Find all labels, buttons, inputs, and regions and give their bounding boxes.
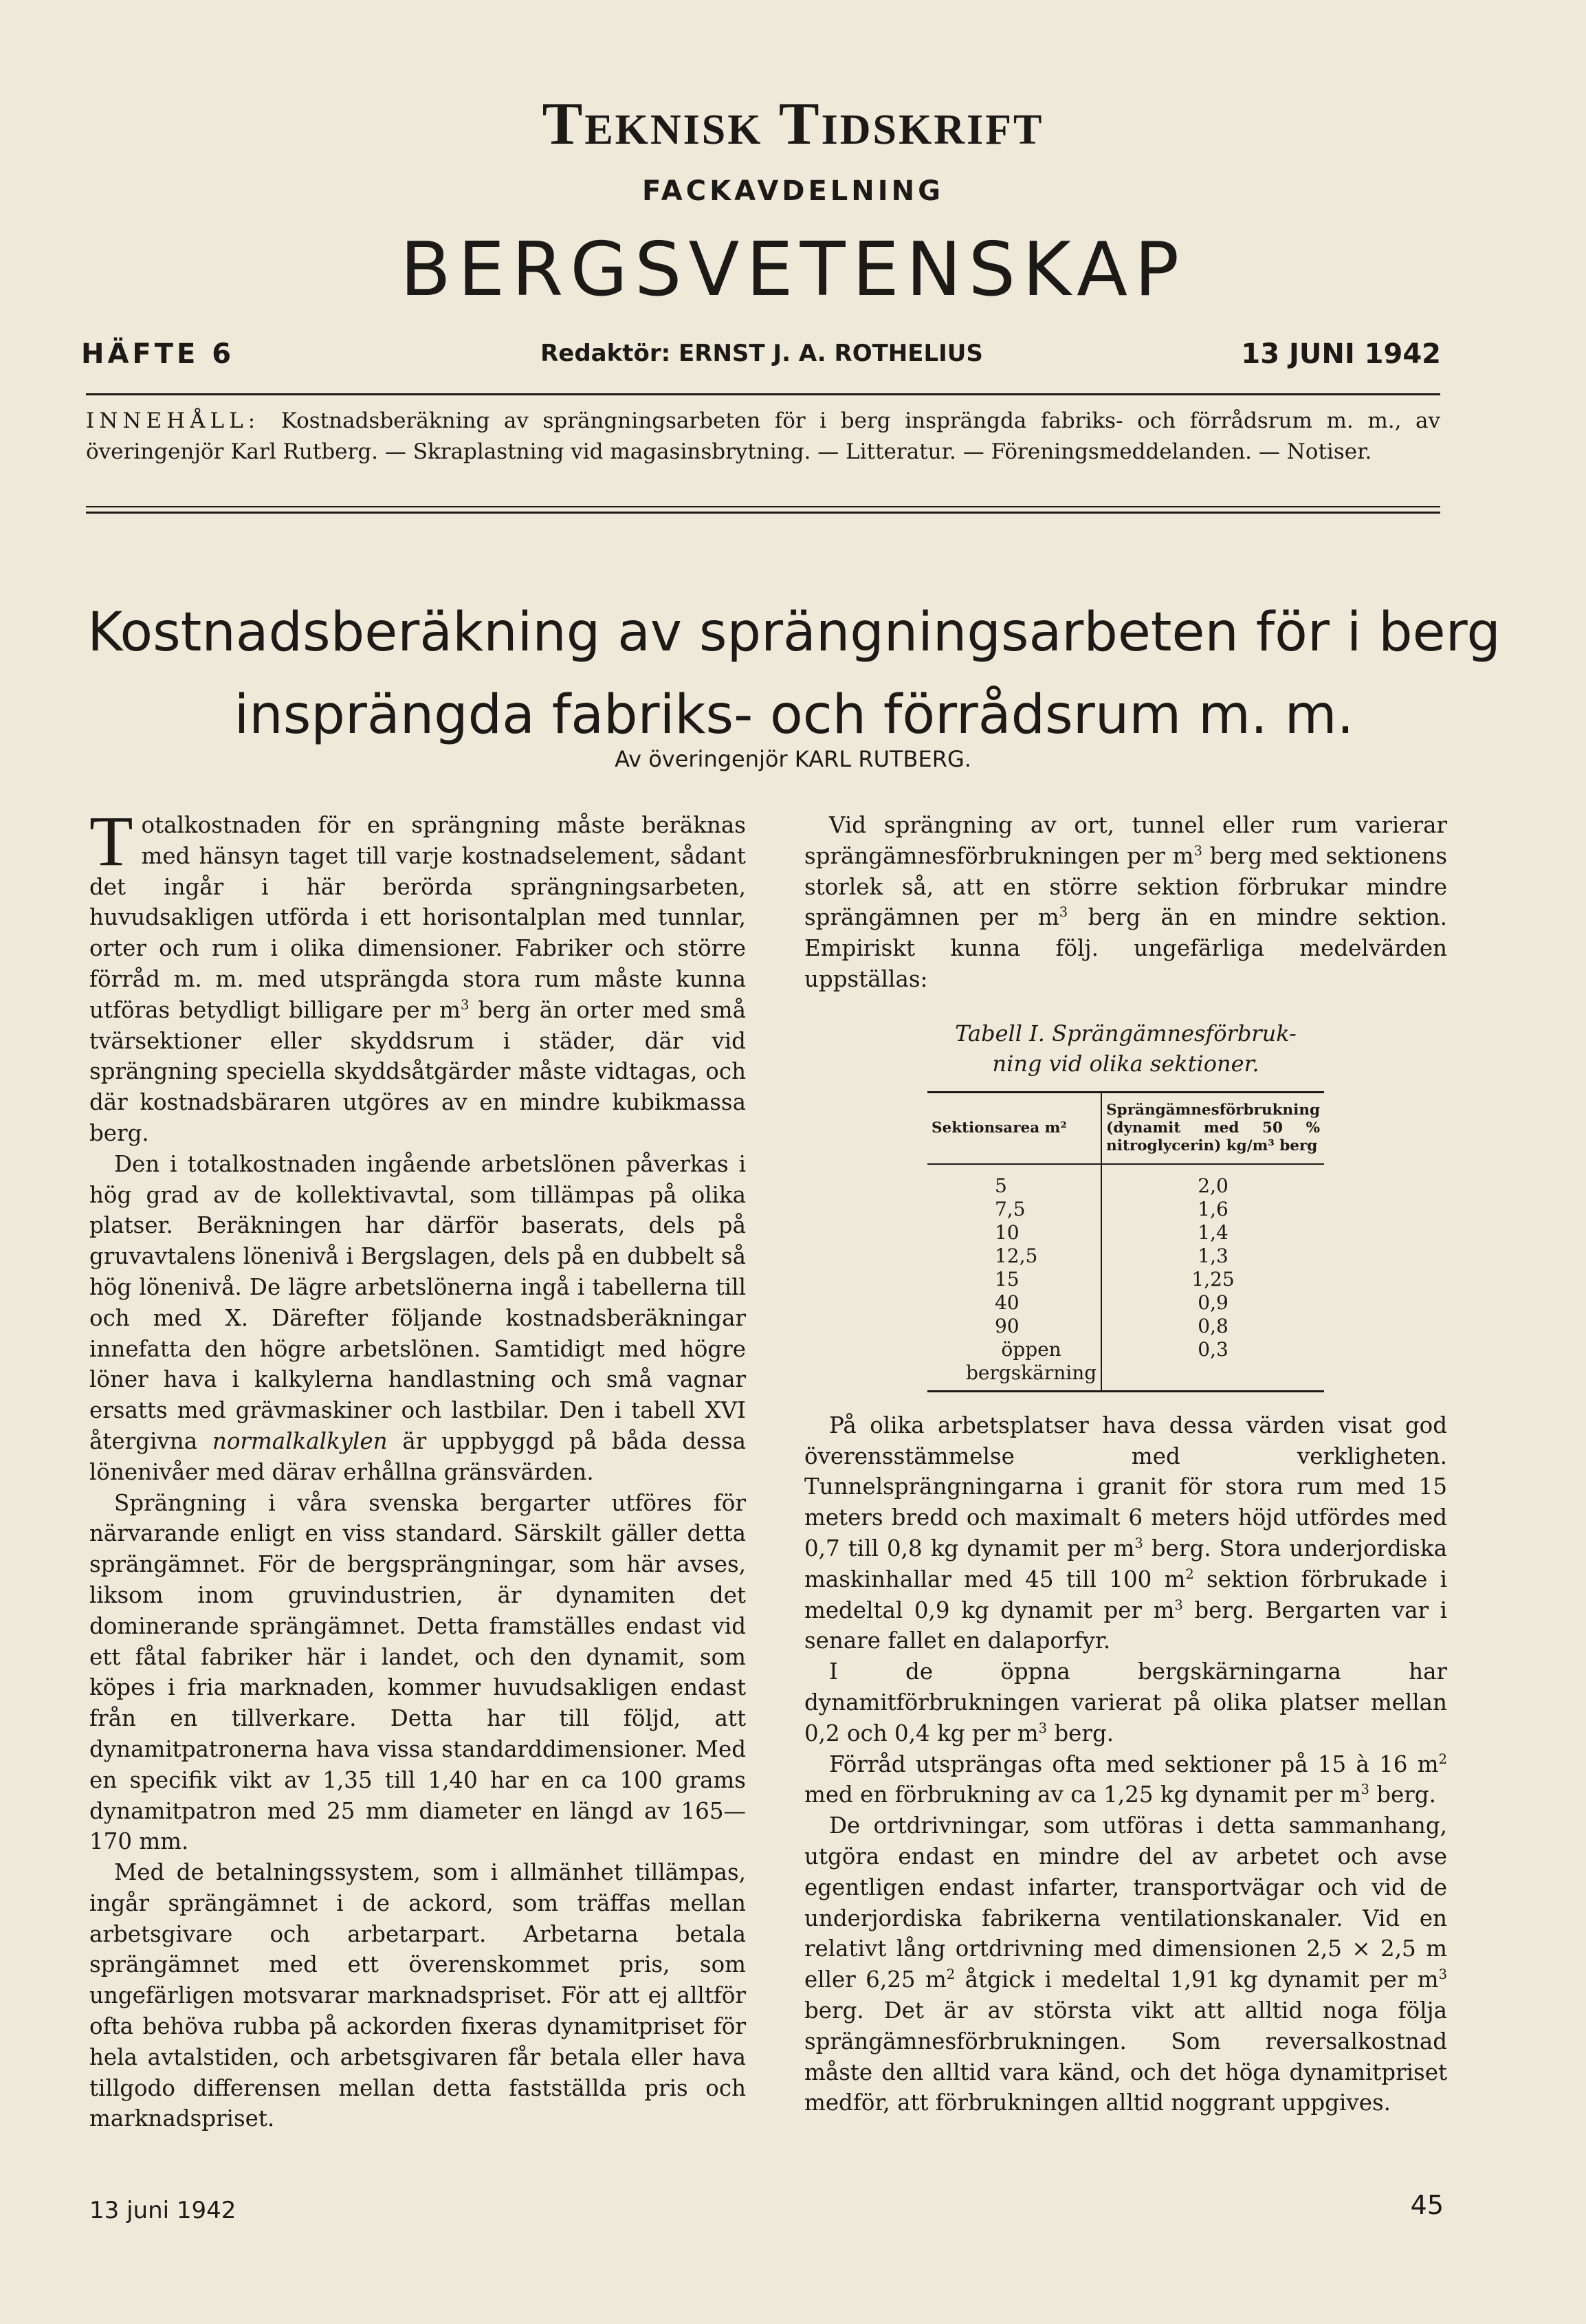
footer-date: 13 juni 1942 [89, 2197, 236, 2224]
table-of-contents [86, 406, 1440, 468]
contents-rule-2 [86, 512, 1440, 514]
paragraph: Den i totalkostnaden ingående arbetslönen påverkas i hög grad av de kollektivavtal, som tillämpas på olika platser. Beräkningen har därför baserats, dels på gruvavtalens lönenivå i Bergslagen, dels på en dubbelt så hög lönenivå. De lägre arbetslönerna ingå i tabellerna till och med X. Därefter följande kostnadsberäkningar innefatta den högre arbetslönen. Samtidigt med högre löner hava i kalkylerna handlastning och små vagnar ersatts med grävmaskiner och lastbilar. Den i tabell XVI återgivna normalkalkylen är uppbyggd på båda dessa lönenivåer med därav erhållna gränsvärden. [89, 1150, 747, 1485]
paragraph: På olika arbetsplatser hava dessa värden visat god överensstämmelse med verkligheten. Tunnelsprängningarna i granit för stora rum med 15 meters bredd och maximalt 6 meters höjd utfördes med 0,7 till 0,8 kg dynamit per $m^3$ berg. Stora underjordiska maskinhallar med 45 till 100 $m^2$ sektion förbrukade i medeltal 0,9 kg dynamit per $m^3$ berg. Bergarten var i senare fallet en dalaporfyr. [804, 1412, 1448, 1654]
editor: Redaktör: ERNST J. A. ROTHELIUS [540, 340, 983, 367]
paragraph: Förråd utsprängas ofta med sektioner på 15 à 16 $m^2$ med en förbrukning av ca 1,25 kg dynamit per $m^3$ berg. [804, 1751, 1447, 1808]
explosive-consumption-table [927, 1091, 1324, 1392]
paragraph: De ortdrivningar, som utföras i detta sammanhang, utgöra endast en mindre del av arbetet och avse egentligen endast infarter, transportvägar och vid de underjordiska fabrikerna ventilationskanaler. Vid en relativt lång ortdrivning med dimensionen 2,5 × 2,5 m eller 6,25 $m^2$ åtgick i medeltal 1,91 kg dynamit per $m^3$ berg. Det är av största vikt att alltid noga följa sprängämnesförbrukningen. Som reversalkostnad måste den alltid vara känd, och det höga dynamitpriset medför, att förbrukningen alltid noggrant uppgives. [804, 1812, 1447, 2116]
contents-text: Kostnadsberäkning av sprängningsarbeten för i berg insprängda fabriks- och förrådsrum m. m., av överingenjör Karl Rutberg. — Skraplastning vid magasinsbrytning. — Litteratur. — Föreningsmeddelanden. — Notiser. [86, 408, 1440, 464]
page-number: 45 [1410, 2190, 1444, 2220]
left-column [89, 802, 747, 2134]
section-title: BERGSVETENSKAP [399, 227, 1187, 313]
table-row: 90 0,8 [927, 1315, 1324, 1338]
paragraph: Med de betalningssystem, som i allmänhet tillämpas, ingår sprängämnet i de ackord, som träffas mellan arbetsgivare och arbetarpart. Arbetarna betala sprängämnet med ett överenskommet pris, som ungefärligen motsvarar marknadspriset. För att ej alltför ofta behöva rubba på ackorden fixeras dynamitpriset för hela avtalstiden, och arbetsgivaren får betala eller hava tillgodo differensen mellan detta fastställda pris och marknadspriset. [89, 1859, 746, 2132]
issue-row [81, 338, 1441, 373]
section-label: FACKAVDELNING [642, 175, 944, 207]
contents-label: INNEHÅLL: [86, 408, 261, 433]
paragraph: Sprängning i våra svenska bergarter utföres för närvarande enligt en viss standard. Särskilt gäller detta sprängämnet. För de bergsprängningar, som här avses, liksom inom gruvindustrien, är dynamiten det dominerande sprängämnet. Detta framställes endast vid ett fåtal fabriker här i landet, och den dynamit, som köpes i fria marknaden, kommer huvudsakligen endast från en tillverkare. Detta har till följd, att dynamitpatronerna hava vissa standarddimensioner. Med en specifik vikt av 1,35 till 1,40 har en ca 100 grams dynamitpatron med 25 mm diameter en längd av 165—170 mm. [89, 1489, 746, 1855]
table-row: 5 2,0 [927, 1164, 1324, 1198]
table-caption: Tabell I. Sprängämnesförbruk- ning vid olika sektioner. [955, 1020, 1297, 1077]
byline: Av överingenjör KARL RUTBERG. [615, 746, 971, 772]
table-row: 12,5 1,3 [927, 1245, 1324, 1268]
dropcap: T [89, 802, 133, 881]
issue-date: 13 JUNI 1942 [1241, 338, 1441, 370]
article-title: Kostnadsberäkning av sprängningsarbeten för i berg insprängda fabriks- och förrådsrum m. m. [87, 602, 1501, 746]
right-column [804, 810, 1447, 2118]
table-row: öppen bergskärning 0,3 [927, 1338, 1324, 1392]
paragraph: Vid sprängning av ort, tunnel eller rum varierar sprängämnesförbrukningen per $m^3$ berg med sektionens storlek så, att en större sektion förbrukar mindre sprängämnen per $m^3$ berg än en mindre sektion. Empiriskt kunna följ. ungefärliga medelvärden uppställas: [804, 812, 1447, 992]
journal-title: Teknisk Tidskrift [542, 91, 1044, 157]
paragraph: Totalkostnaden för en sprängning måste beräknas med hänsyn taget till varje kostnadselement, sådant det ingår i här berörda sprängningsarbeten, huvudsakligen utförda i ett horisontalplan med tunnlar, orter och rum i olika dimensioner. Fabriker och större förråd m. m. med utsprängda stora rum måste kunna utföras betydligt billigare per $m^3$ berg än orter med små tvärsektioner eller skyddsrum i städer, där vid sprängning speciella skyddsåtgärder måste vidtagas, och där kostnadsbäraren utgöres av en mindre kubikmassa berg. [89, 802, 746, 1146]
table-row: 15 1,25 [927, 1268, 1324, 1291]
issue-number: HÄFTE 6 [81, 338, 235, 370]
table-row: 40 0,9 [927, 1291, 1324, 1315]
table-row: 7,5 1,6 [927, 1198, 1324, 1221]
contents-rule-1 [86, 506, 1440, 507]
top-rule [86, 393, 1440, 395]
table-header-row [927, 1092, 1324, 1164]
table-row: 10 1,4 [927, 1221, 1324, 1245]
paragraph: I de öppna bergskärningarna har dynamitförbrukningen varierat på olika platser mellan 0,2 och 0,4 kg per $m^3$ berg. [804, 1658, 1447, 1746]
column-header-area: Sektionsarea m² [927, 1092, 1101, 1164]
column-header-consumption: Sprängämnesförbrukning (dynamit med 50 % nitroglycerin) kg/m³ berg [1106, 1101, 1320, 1154]
table-body [927, 1164, 1324, 1392]
